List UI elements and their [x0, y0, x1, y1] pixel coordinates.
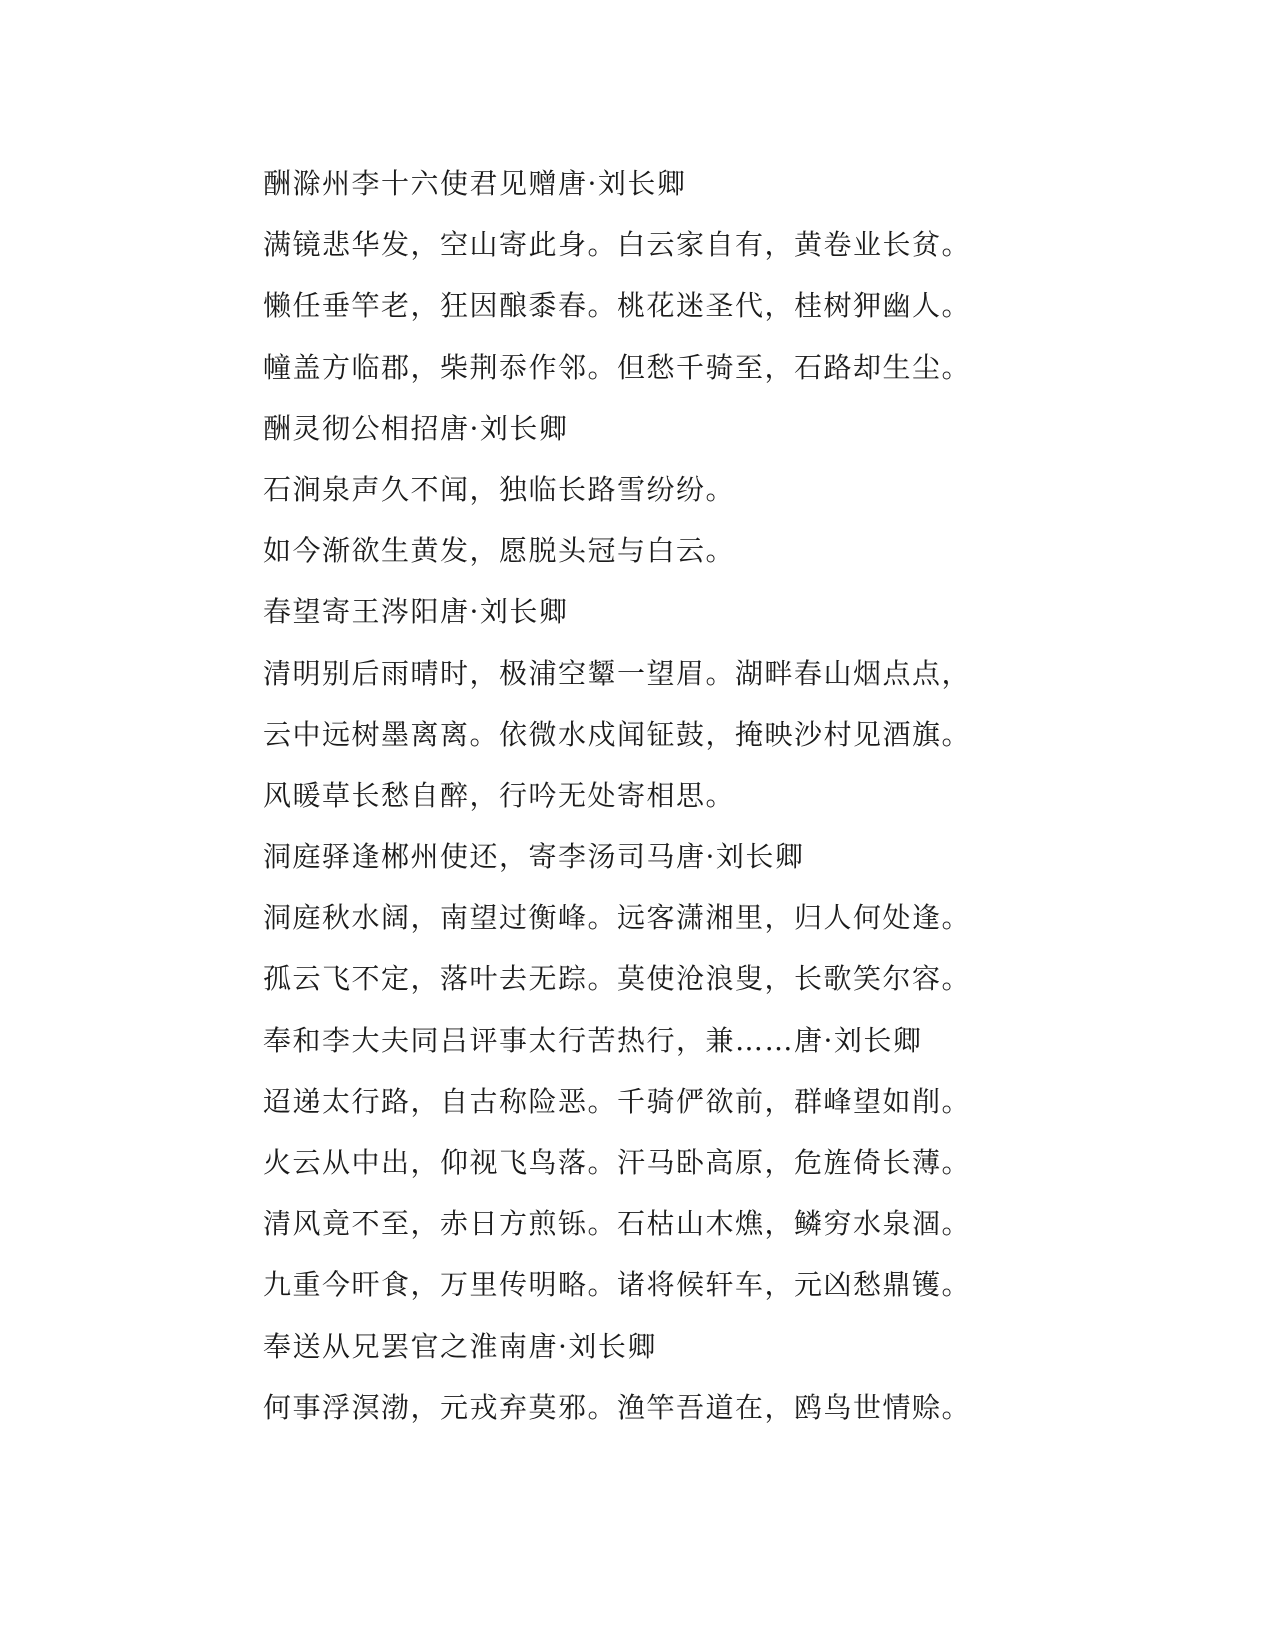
poem-title: 酬滁州李十六使君见赠唐·刘长卿 [263, 167, 687, 200]
poem-title: 酬灵彻公相招唐·刘长卿 [263, 411, 569, 445]
poem-line: 何事浮溟渤，元戎弃莫邪。渔竿吾道在，鸥鸟世情赊。 [263, 1390, 972, 1424]
poem-line: 云中远树墨离离。依微水戍闻钲鼓，掩映沙村见酒旗。 [263, 717, 972, 751]
poem-title: 洞庭驿逢郴州使还，寄李汤司马唐·刘长卿 [263, 840, 805, 874]
poem-line: 九重今旰食，万里传明略。诸将候轩车，元凶愁鼎镬。 [263, 1268, 972, 1302]
poem-line: 清风竟不至，赤日方煎铄。石枯山木燋，鳞穷水泉涸。 [263, 1207, 972, 1241]
poem-line: 清明别后雨晴时，极浦空颦一望眉。湖畔春山烟点点， [263, 656, 972, 690]
document-page [263, 166, 1023, 1451]
poem-title: 奉和李大夫同吕评事太行苦热行，兼……唐·刘长卿 [263, 1023, 923, 1057]
poem-line: 懒任垂竿老，狂因酿黍春。桃花迷圣代，桂树狎幽人。 [263, 289, 972, 323]
poem-line: 火云从中出，仰视飞鸟落。汗马卧高原，危旌倚长薄。 [263, 1146, 972, 1179]
poem-line: 洞庭秋水阔，南望过衡峰。远客潇湘里，归人何处逢。 [263, 901, 972, 935]
poem-line: 迢递太行路，自古称险恶。千骑俨欲前，群峰望如削。 [263, 1084, 972, 1118]
poem-title: 春望寄王涔阳唐·刘长卿 [263, 595, 569, 629]
poem-line: 幢盖方临郡，柴荆忝作邻。但愁千骑至，石路却生尘。 [263, 350, 972, 384]
poem-title: 奉送从兄罢官之淮南唐·刘长卿 [263, 1329, 657, 1363]
poem-line: 如今渐欲生黄发，愿脱头冠与白云。 [263, 534, 736, 568]
poem-line: 孤云飞不定，落叶去无踪。莫使沧浪叟，长歌笑尔容。 [263, 962, 972, 996]
poem-line: 满镜悲华发，空山寄此身。白云家自有，黄卷业长贫。 [263, 228, 972, 262]
poem-line: 石涧泉声久不闻，独临长路雪纷纷。 [263, 472, 736, 506]
poem-line: 风暖草长愁自醉，行吟无处寄相思。 [263, 778, 736, 812]
